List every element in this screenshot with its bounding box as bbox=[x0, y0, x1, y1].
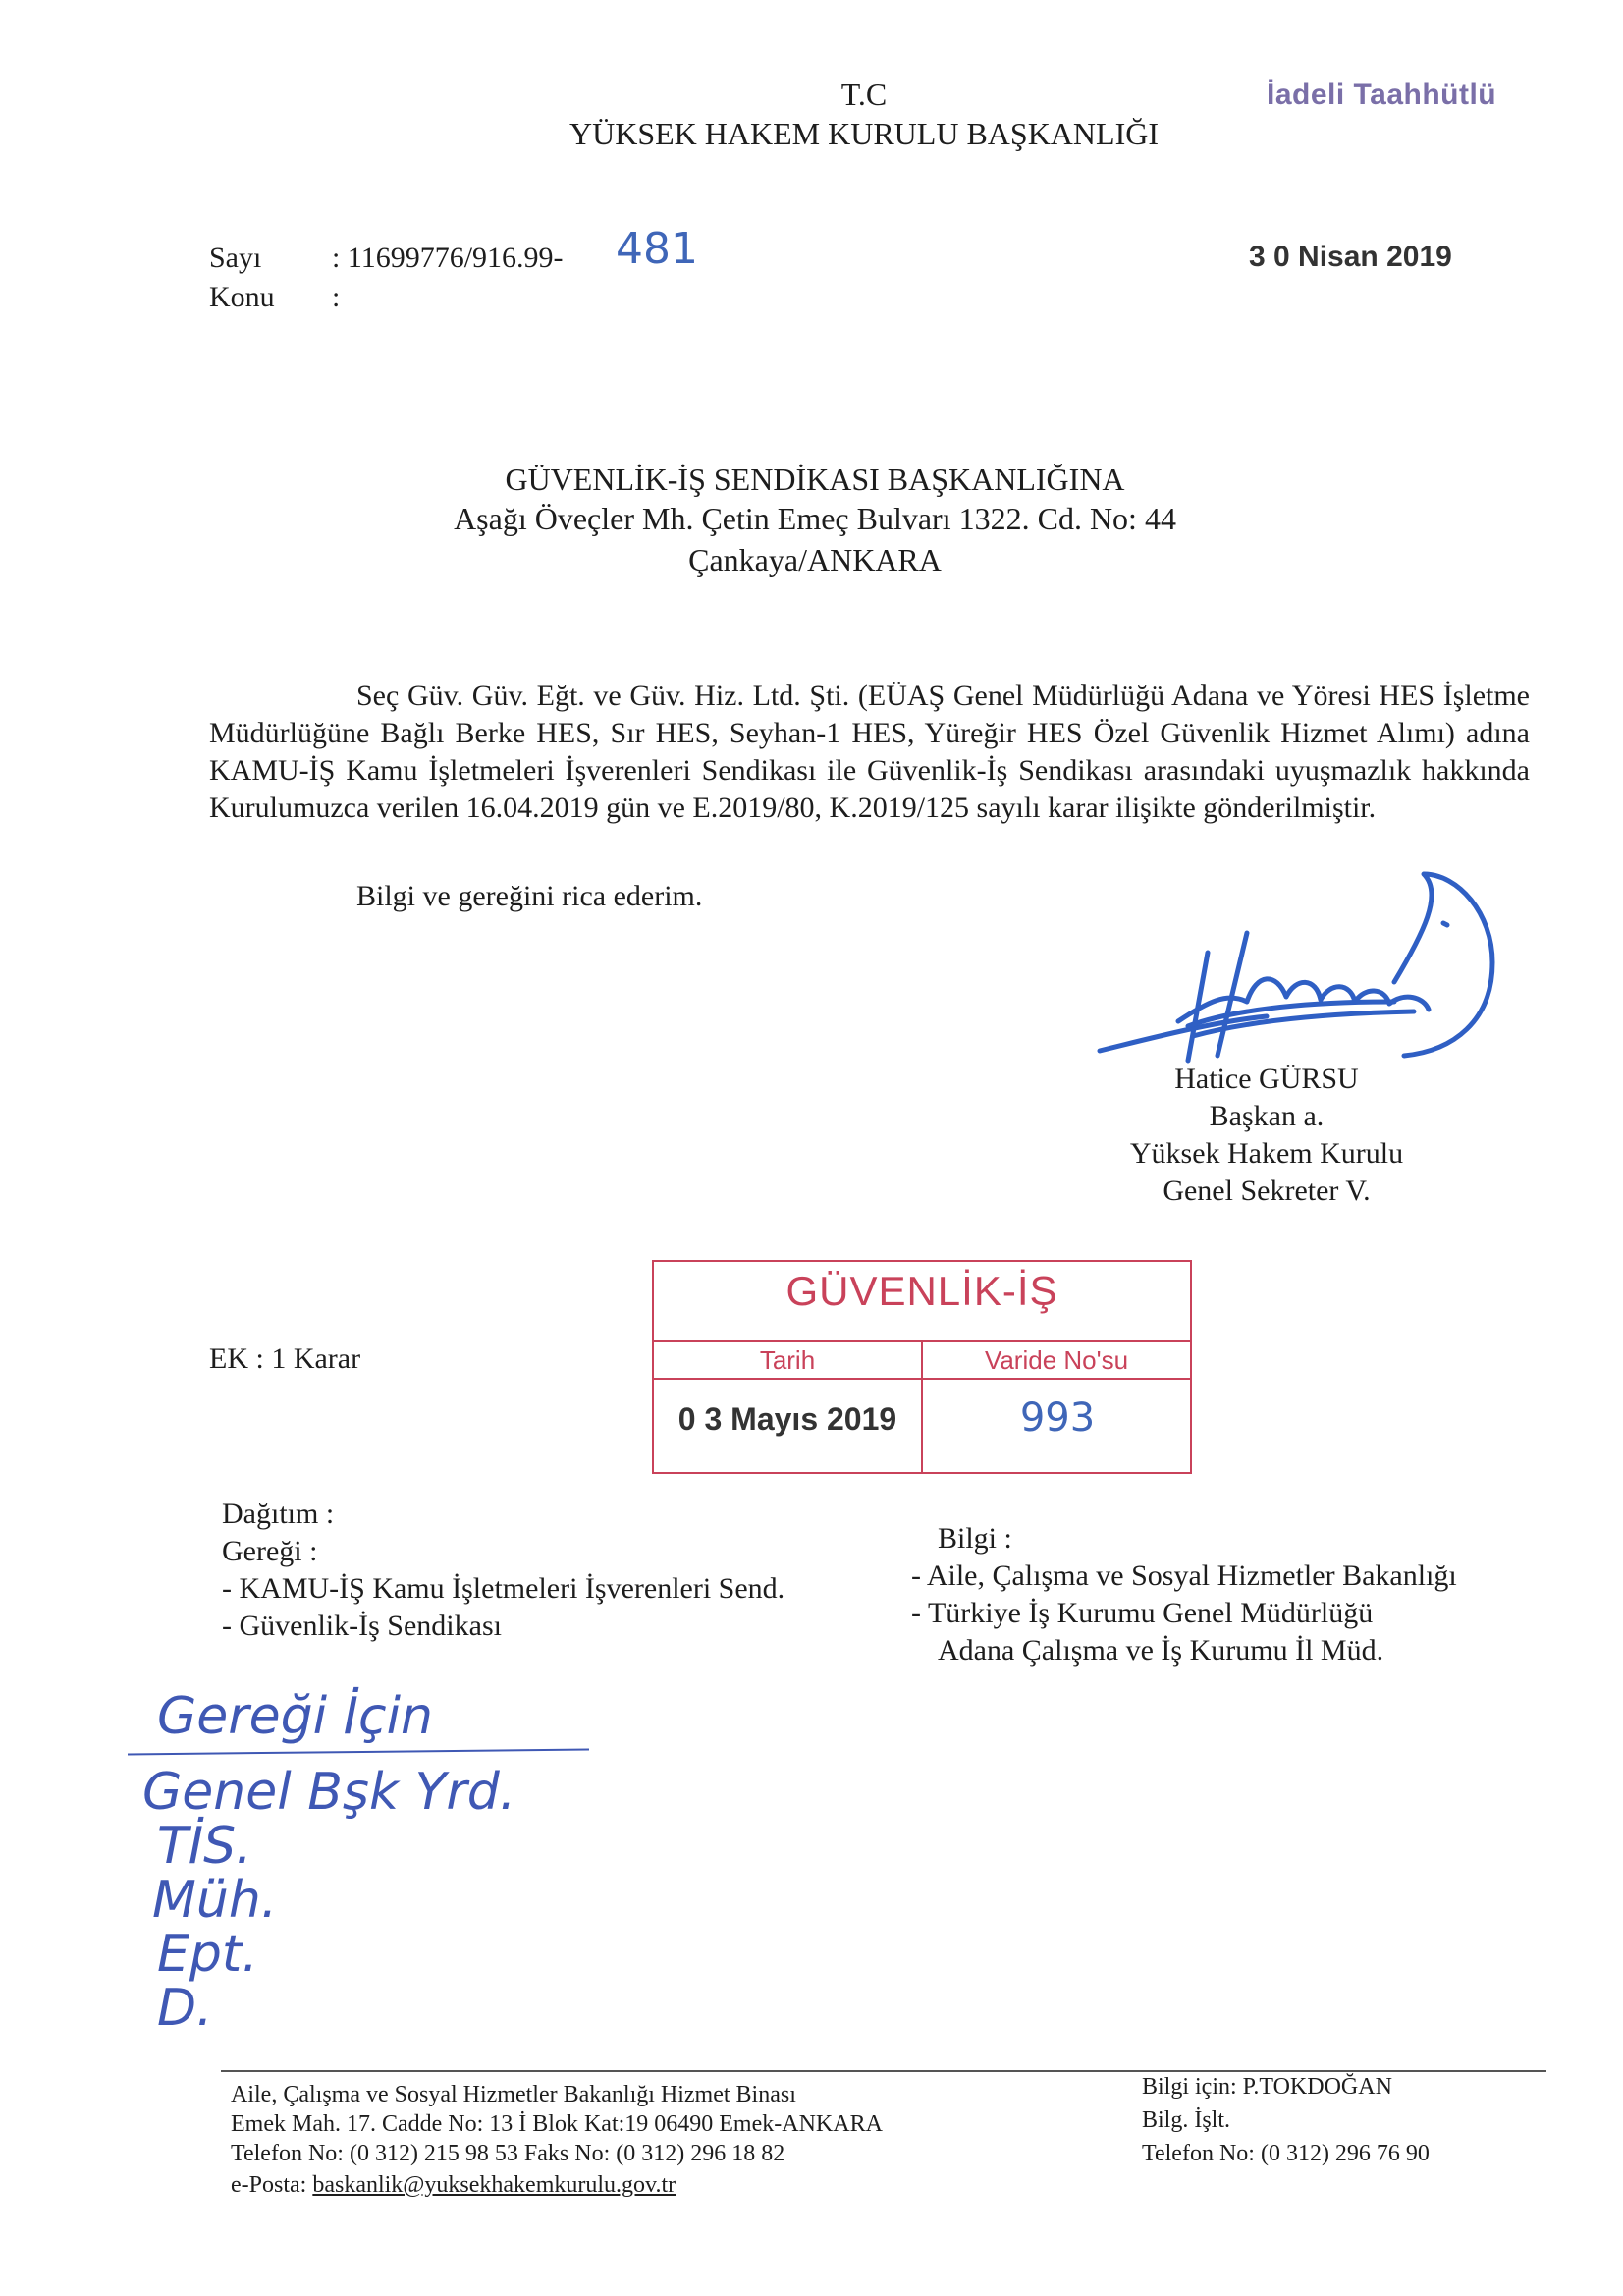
footer-contact-unit: Bilg. İşlt. bbox=[1142, 2107, 1231, 2133]
footer-email-line bbox=[231, 2172, 676, 2199]
receipt-number: 993 bbox=[1019, 1395, 1096, 1441]
signatory-title-2: Yüksek Hakem Kurulu bbox=[1129, 1137, 1404, 1170]
recipient-line-2: Aşağı Öveçler Mh. Çetin Emeç Bulvarı 1322. Cd. No: 44 bbox=[454, 501, 1176, 536]
footer-contact-person: Bilgi için: P.TOKDOĞAN bbox=[1142, 2074, 1392, 2100]
header-organization: YÜKSEK HAKEM KURULU BAŞKANLIĞI bbox=[569, 116, 1159, 151]
handwritten-note: TİS. bbox=[157, 1817, 252, 1876]
sayi-value: : 11699776/916.99- bbox=[332, 242, 564, 274]
receipt-date-header: Tarih bbox=[654, 1340, 923, 1378]
recipient-line-1: GÜVENLİK-İŞ SENDİKASI BAŞKANLIĞINA bbox=[505, 462, 1125, 497]
header-tc: T.C bbox=[840, 77, 888, 112]
attachment-line: EK : 1 Karar bbox=[209, 1342, 361, 1375]
receipt-values-row bbox=[654, 1378, 1190, 1474]
closing-line: Bilgi ve gereğini rica ederim. bbox=[356, 880, 703, 912]
footer-email-label: e-Posta: bbox=[231, 2172, 307, 2198]
distribution-label: Dağıtım : bbox=[222, 1498, 335, 1530]
footer-address-1: Aile, Çalışma ve Sosyal Hizmetler Bakanlığı Hizmet Binası bbox=[231, 2082, 796, 2107]
info-item: - Aile, Çalışma ve Sosyal Hizmetler Bakanlığı bbox=[911, 1559, 1457, 1592]
receipt-number-header: Varide No'su bbox=[921, 1340, 1192, 1378]
sayi-label: Sayı bbox=[209, 242, 262, 274]
receipt-stamp-title: GÜVENLİK-İŞ bbox=[785, 1268, 1058, 1314]
handwritten-note: Gereği İçin bbox=[157, 1687, 433, 1746]
registered-mail-stamp: İadeli Taahhütlü bbox=[1267, 79, 1497, 111]
konu-label: Konu bbox=[209, 281, 275, 313]
action-item: - KAMU-İŞ Kamu İşletmeleri İşverenleri Send. bbox=[222, 1572, 785, 1605]
signature-scribble-icon bbox=[1070, 854, 1542, 1070]
footer-divider bbox=[221, 2070, 1546, 2072]
recipient-line-3: Çankaya/ANKARA bbox=[688, 542, 942, 577]
handwritten-note: Müh. bbox=[152, 1871, 278, 1930]
receipt-date: 0 3 Mayıs 2019 bbox=[677, 1401, 897, 1437]
info-item: Adana Çalışma ve İş Kurumu İl Müd. bbox=[938, 1634, 1384, 1667]
sayi-handwritten-number: 481 bbox=[616, 224, 698, 274]
footer-contact-phone: Telefon No: (0 312) 296 76 90 bbox=[1142, 2141, 1430, 2166]
signatory-title-1: Başkan a. bbox=[1209, 1100, 1325, 1132]
date-stamp: 3 0 Nisan 2019 bbox=[1249, 241, 1452, 273]
konu-value: : bbox=[332, 281, 341, 313]
handwritten-note: Ept. bbox=[157, 1925, 258, 1984]
info-item: - Türkiye İş Kurumu Genel Müdürlüğü bbox=[911, 1597, 1374, 1629]
receipt-stamp bbox=[652, 1260, 1192, 1474]
handwritten-underline bbox=[128, 1749, 589, 1756]
footer-address-2: Emek Mah. 17. Cadde No: 13 İ Blok Kat:19 06490 Emek-ANKARA bbox=[231, 2111, 883, 2137]
handwritten-note: Genel Bşk Yrd. bbox=[142, 1763, 516, 1822]
signatory-title-3: Genel Sekreter V. bbox=[1163, 1175, 1371, 1207]
info-label: Bilgi : bbox=[938, 1522, 1012, 1555]
action-label: Gereği : bbox=[222, 1535, 318, 1567]
handwritten-note: D. bbox=[157, 1979, 213, 2038]
body-paragraph: Seç Güv. Güv. Eğt. ve Güv. Hiz. Ltd. Şti. (EÜAŞ Genel Müdürlüğü Adana ve Yöresi HES İşletme Müdürlüğüne Bağlı Berke HES, Sır HES, Seyhan-1 HES, Yüreğir HES Özel Güvenlik Hizmet Alımı) adına KAMU-İŞ Kamu İşletmeleri İşverenleri Sendikası ile Güvenlik-İş Sendikası arasındaki uyuşmazlık hakkında Kurulumuzca verilen 16.04.2019 gün ve E.2019/80, K.2019/125 sayılı karar ilişikte gönderilmiştir. bbox=[209, 680, 1530, 824]
footer-email-link[interactable]: baskanlik@yuksekhakemkurulu.gov.tr bbox=[312, 2172, 676, 2198]
action-item: - Güvenlik-İş Sendikası bbox=[222, 1610, 502, 1642]
signatory-name: Hatice GÜRSU bbox=[1174, 1063, 1359, 1095]
footer-phone: Telefon No: (0 312) 215 98 53 Faks No: (0 312) 296 18 82 bbox=[231, 2141, 785, 2166]
